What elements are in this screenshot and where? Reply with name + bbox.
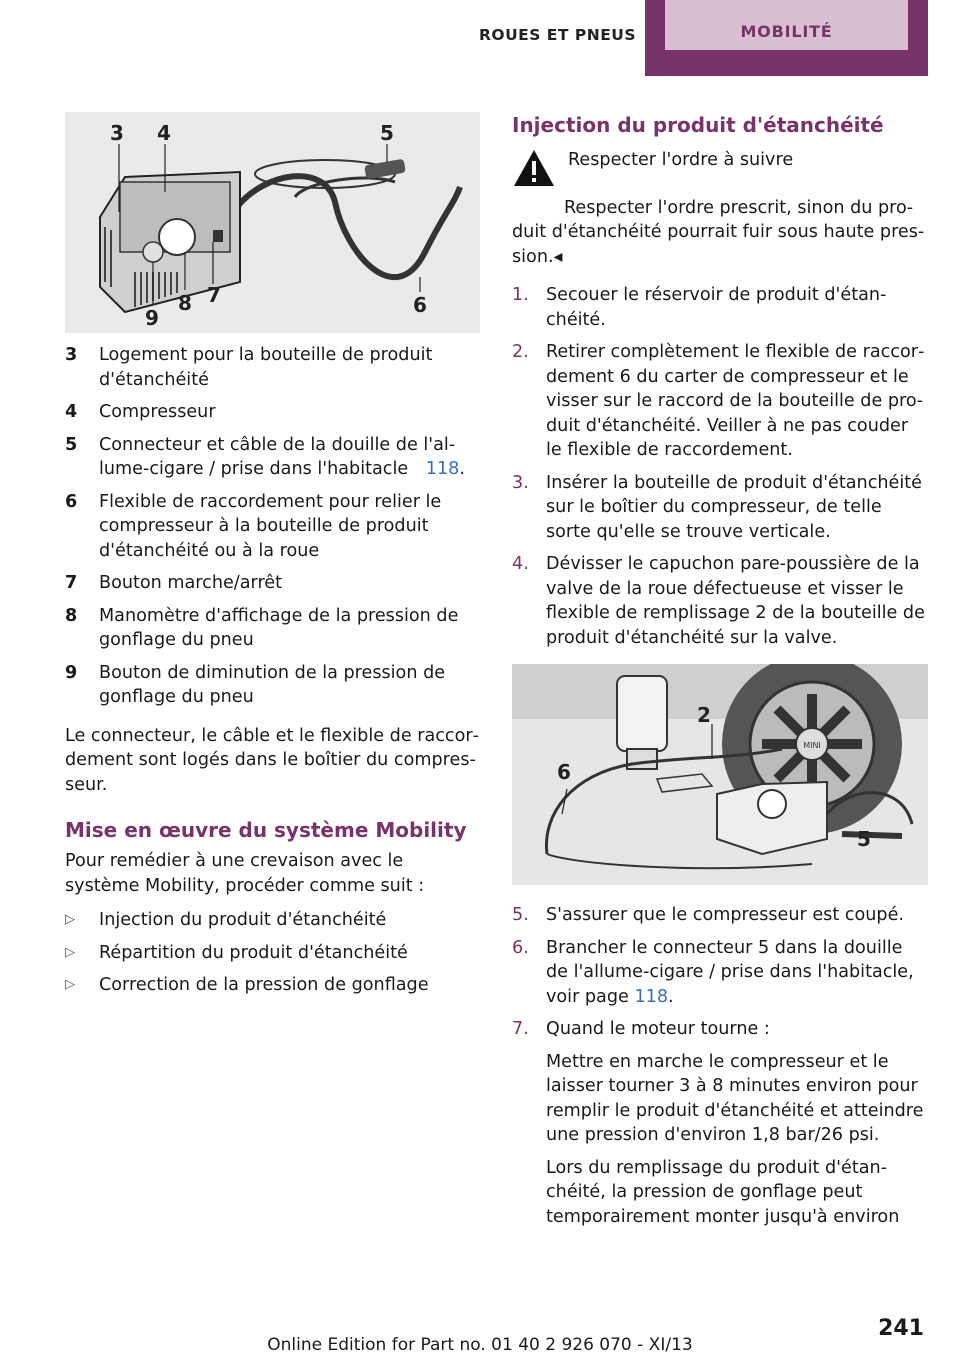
callout-9: 9 [145,306,159,330]
legend-number: 5 [65,434,78,455]
legend-item [65,661,480,710]
storage-paragraph: Le connecteur, le câble et le flexible de raccordement sont logés dans le boîtier du compresseur. [65,725,479,795]
step-text: Secouer le réservoir de produit d'étanchéité. [546,285,887,330]
legend-number: 4 [65,402,78,422]
step-text-body: S'assurer que le compresseur est coupé. [546,905,905,925]
warning-block [512,148,928,196]
mobility-step [65,908,480,933]
callout-5b: 5 [857,827,871,851]
legend-text [99,433,480,482]
callout-7: 7 [207,283,221,307]
injection-steps-list [512,283,928,650]
legend-text-body: Logement pour la bouteille de produit d'étanchéité [99,345,433,390]
step7-paragraph-2: Lors du remplissage du produit d'étanchéité, la pression de gonflage peut temporairement monter jusqu'à environ [546,1157,900,1227]
wheel-logo: MINI [803,741,821,750]
numbered-step [512,283,928,332]
step-text-body: Quand le moteur tourne : [546,1019,770,1039]
numbered-step [512,936,928,1010]
legend-number: 7 [65,573,78,593]
numbered-step [512,903,928,928]
legend-text-body: Compresseur [99,402,216,422]
legend-number: 6 [65,491,78,512]
step-number: 2. [512,342,529,362]
sealant-bottle-figure [512,664,928,885]
mobility-step [65,973,480,998]
numbered-step [512,340,928,463]
step-text: Dévisser le capuchon pare-poussière de la valve de la roue défectueuse et visser le flexible de remplissage 2 de la bouteille de produit d'étanchéité sur la valve. [546,554,925,648]
legend-text-body: Bouton marche/arrêt [99,573,283,593]
callout-8: 8 [178,291,192,315]
step-number: 1. [512,285,529,305]
legend-text [99,400,480,425]
legend-text [99,490,480,564]
page-link[interactable]: 118 [425,459,460,479]
triangle-bullet-icon: ▷ [65,944,75,960]
header-section: ROUES ET PNEUS [478,26,637,44]
step-number: 4. [512,554,529,574]
step-number: 7. [512,1019,529,1039]
footer: Online Edition for Part no. 01 40 2 926 070 - XI/13 [267,1335,693,1355]
mobility-step-text: Répartition du produit d'étanchéité [99,942,408,963]
page-link[interactable]: 118 [634,986,669,1007]
step-text: Insérer la bouteille de produit d'étanchéité sur le boîtier du compresseur, de telle sorte qu'elle se trouve verticale. [546,472,922,542]
legend-text-body: Connecteur et câble de la douille de l'allume-cigare / prise dans l'habitacle [99,434,456,479]
step7-paragraph-1: Mettre en marche le compresseur et le laisser tourner 3 à 8 minutes environ pour remplir le produit d'étanchéité et atteindre une pression d'environ 1,8 bar/26 psi. [546,1051,924,1145]
legend-item [65,571,480,596]
step-text-body: Brancher le connecteur 5 dans la douille de l'allume-cigare / prise dans l'habitacle, voir page [546,937,914,1007]
legend-text-body: Manomètre d'affichage de la pression de gonflage du pneu [99,605,459,650]
callout-5: 5 [380,121,394,145]
left-column [65,343,480,1006]
warning-title: Respecter l'ordre à suivre [568,150,794,170]
injection-heading: Injection du produit d'étanchéité [512,113,884,137]
legend-number: 8 [65,605,78,626]
mobility-heading: Mise en œuvre du système Mobility [65,818,467,842]
triangle-bullet-icon: ▷ [65,977,75,992]
header-chapter-tab[interactable] [645,0,928,76]
right-column [512,112,928,1237]
step-number: 5. [512,905,529,925]
step-text: Retirer complètement le flexible de raccordement 6 du carter de compresseur et le visser sur le raccord de la bouteille de produit d'étanchéité. Veiller à ne pas couder le flexible de raccordement. [546,342,925,460]
legend-text [99,661,480,710]
mobility-steps-list [65,908,480,998]
triangle-bullet-icon: ▷ [65,912,75,927]
warning-triangle-icon [512,148,568,196]
callout-2: 2 [697,703,711,727]
legend-text [99,571,480,596]
legend-number: 9 [65,662,78,683]
legend-item [65,433,480,482]
step-text [546,903,928,928]
callout-4: 4 [157,121,171,145]
legend-text [99,604,480,653]
numbered-step [512,471,928,545]
legend-text-body: Flexible de raccordement pour relier le compresseur à la bouteille de produit d'étanchéité ou à la roue [99,491,442,561]
legend-after: . [459,459,465,479]
step-after: . [668,986,674,1007]
step-text [546,936,928,1010]
legend-item [65,343,480,392]
step-number: 3. [512,472,529,493]
legend-list [65,343,480,710]
warning-text: Respecter l'ordre prescrit, sinon du produit d'étanchéité pourrait fuir sous haute pression.◂ [512,197,925,267]
mobility-intro: Pour remédier à une crevaison avec le système Mobility, procéder comme suit : [65,851,425,896]
page-number: 241 [878,1316,924,1341]
legend-number: 3 [65,345,78,365]
callout-6b: 6 [557,760,571,784]
injection-steps-list-2 [512,903,928,1229]
numbered-step [512,1017,928,1229]
step-text [546,1017,928,1229]
step-number: 6. [512,937,529,958]
mobility-step-text: Injection du produit d'étanchéité [99,910,387,930]
callout-3: 3 [110,121,124,145]
callout-6: 6 [413,293,427,317]
compressor-figure [65,112,480,333]
mobility-step [65,941,480,966]
mobility-step-text: Correction de la pression de gonflage [99,975,429,995]
legend-text [99,343,480,392]
legend-item [65,490,480,564]
legend-item [65,604,480,653]
legend-text-body: Bouton de diminution de la pression de gonflage du pneu [99,662,446,707]
header-chapter-label: MOBILITÉ [665,0,908,50]
numbered-step [512,552,928,650]
legend-item [65,400,480,425]
end-mark: ◂ [553,246,563,267]
